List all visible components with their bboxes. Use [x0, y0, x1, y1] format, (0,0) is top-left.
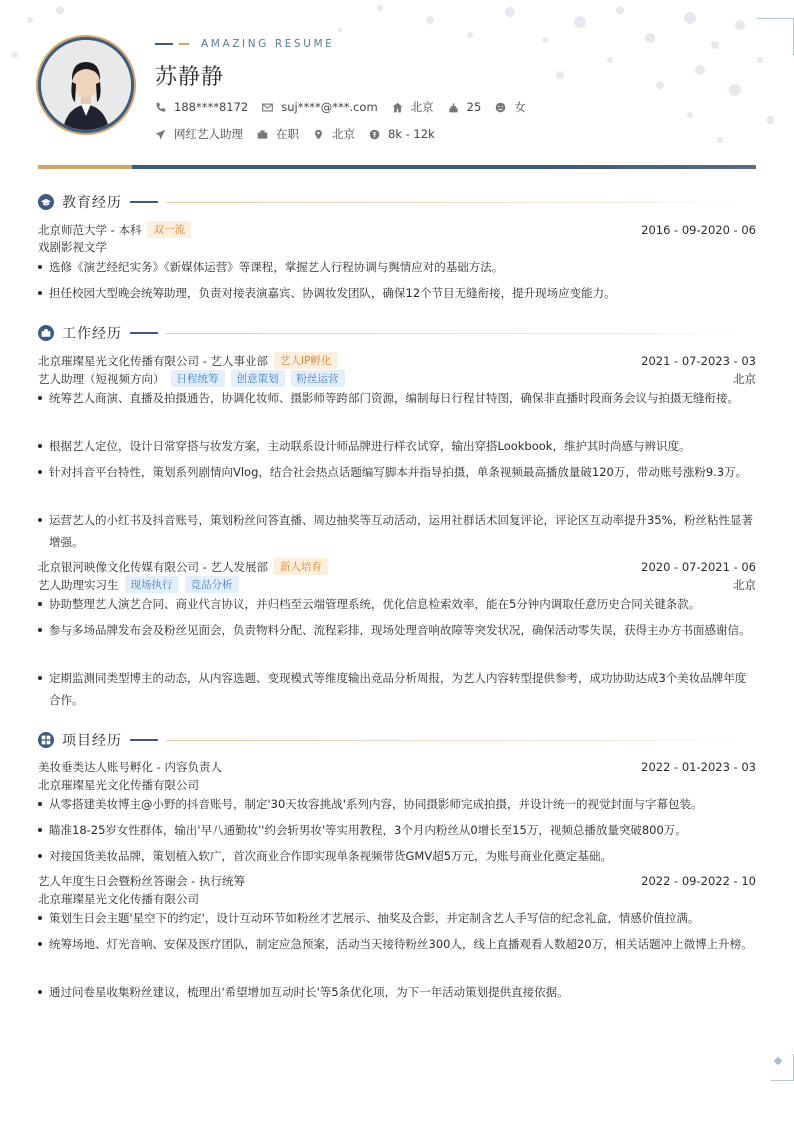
location-pin-icon — [313, 129, 324, 140]
cake-icon — [448, 102, 459, 113]
list-item: 选修《演艺经纪实务》《新媒体运营》等课程，掌握艺人行程协调与舆情应对的基础方法。 — [38, 256, 756, 278]
school-tag: 双一流 — [147, 221, 191, 238]
graduation-cap-icon — [38, 194, 54, 210]
list-item: 从零搭建美妆博主@小野的抖音账号，制定'30天妆容挑战'系列内容，协同摄影师完成拍摄，并设计统一的视觉封面与字幕包装。 — [38, 793, 756, 815]
contact-row — [155, 99, 540, 115]
work-location: 北京 — [733, 371, 756, 386]
skill-tag: 日程统筹 — [171, 370, 225, 387]
face-icon — [495, 102, 506, 113]
job-target-item — [155, 126, 243, 142]
salary-text: 8k - 12k — [388, 127, 435, 141]
mail-icon — [262, 102, 273, 113]
work-date: 2020 - 07-2021 - 06 — [641, 559, 756, 574]
send-icon — [155, 129, 166, 140]
section-title: 项目经历 — [62, 733, 122, 749]
company-name: 北京银河映像文化传媒有限公司 - 艺人发展部 — [38, 559, 268, 574]
project-org: 北京璀璨星光文化传播有限公司 — [38, 778, 199, 792]
project-org-row — [38, 891, 756, 907]
education-major-row — [38, 239, 756, 255]
target-city-item — [313, 126, 355, 142]
avatar — [38, 37, 134, 133]
project-org-row — [38, 777, 756, 793]
list-item: 瞄准18-25岁女性群体，输出'早八通勤妆''约会斩男妆'等实用教程，3个月内粉丝从0增长至15万，视频总播放量突破800万。 — [38, 819, 756, 841]
list-item: 定期监测同类型博主的动态，从内容选题、变现模式等维度输出竞品分析周报，为艺人内容转型提供参考，成功协助达成3个美妆品牌年度合作。 — [38, 667, 756, 711]
eyebrow-line — [155, 43, 173, 45]
target-city-text: 北京 — [332, 127, 355, 141]
section-header-projects — [38, 730, 756, 750]
intent-row — [155, 126, 449, 142]
project-org: 北京璀璨星光文化传播有限公司 — [38, 892, 199, 906]
grid-icon — [38, 732, 54, 748]
age-text: 25 — [466, 100, 482, 114]
status-item — [257, 126, 299, 142]
corner-decoration-top — [757, 18, 794, 55]
list-item: 通过问卷星收集粉丝建议，梳理出'希望增加互动时长'等5条优化项，为下一年活动策划提供直接依据。 — [38, 981, 756, 1003]
list-item: 协助整理艺人演艺合同、商业代言协议，并归档至云端管理系统，优化信息检索效率，能在5分钟内调取任意历史合同关键条款。 — [38, 593, 756, 615]
avatar-photo — [41, 40, 131, 130]
list-item: 根据艺人定位，设计日常穿搭与妆发方案，主动联系设计师品牌进行样衣试穿，输出穿搭Lookbook，维护其时尚感与辨识度。 — [38, 435, 756, 457]
money-icon — [369, 129, 380, 140]
email-text: suj****@***.com — [281, 100, 378, 114]
briefcase-icon — [257, 129, 268, 140]
list-item: 参与多场品牌发布会及粉丝见面会，负责物料分配、流程彩排，现场处理音响故障等突发状况，确保活动零失误，获得主办方书面感谢信。 — [38, 619, 756, 641]
email-item — [262, 100, 377, 114]
list-item: 运营艺人的小红书及抖音账号，策划粉丝问答直播、周边抽奖等互动活动，运用社群话术回复评论，评论区互动率提升35%，粉丝粘性显著增强。 — [38, 509, 756, 553]
list-item: 统筹艺人商演、直播及拍摄通告，协调化妆师、摄影师等跨部门资源，编制每日行程甘特图，确保非直播时段商务会议与拍摄无缝衔接。 — [38, 387, 756, 409]
salary-item — [369, 127, 435, 141]
section-title: 工作经历 — [62, 326, 122, 342]
project-date: 2022 - 01-2023 - 03 — [641, 760, 756, 774]
candidate-name: 苏静静 — [155, 65, 225, 90]
project-title: 美妆垂类达人账号孵化 - 内容负责人 — [38, 760, 222, 774]
list-item: 对接国货美妆品牌，策划植入软广，首次商业合作即实现单条视频带货GMV超5万元，为账号商业化奠定基础。 — [38, 845, 756, 867]
age-item — [448, 100, 482, 114]
list-item: 针对抖音平台特性，策划系列剧情向Vlog，结合社会热点话题编写脚本并指导拍摄，单条视频最高播放量破120万，带动账号涨粉9.3万。 — [38, 461, 756, 483]
eyebrow-accent-line — [179, 43, 189, 45]
home-icon — [392, 102, 403, 113]
skill-tag: 竞品分析 — [185, 576, 239, 593]
project-title: 艺人年度生日会暨粉丝答谢会 - 执行统筹 — [38, 874, 245, 888]
status-text: 在职 — [276, 127, 299, 141]
skill-tag: 现场执行 — [125, 576, 179, 593]
company-name: 北京璀璨星光文化传播有限公司 - 艺人事业部 — [38, 353, 268, 368]
project-heading — [38, 759, 756, 775]
education-major: 戏剧影视文学 — [38, 240, 107, 254]
city-item — [392, 99, 434, 115]
section-title: 教育经历 — [62, 195, 122, 211]
job-role: 艺人助理（短视频方向） — [38, 371, 165, 386]
skill-tag: 粉丝运营 — [291, 370, 345, 387]
list-item: 担任校园大型晚会统筹助理，负责对接表演嘉宾、协调妆发团队，确保12个节目无缝衔接，提升现场应变能力。 — [38, 282, 756, 304]
work-heading — [38, 558, 756, 575]
phone-icon — [155, 102, 166, 113]
header-divider — [38, 165, 756, 169]
phone-text: 188****8172 — [174, 100, 249, 114]
work-role-row — [38, 576, 756, 593]
work-heading — [38, 352, 756, 369]
section-header-work — [38, 323, 756, 343]
job-target-text: 网红艺人助理 — [174, 127, 243, 141]
education-heading — [38, 221, 756, 238]
briefcase-section-icon — [38, 325, 54, 341]
project-date: 2022 - 09-2022 - 10 — [641, 874, 756, 888]
education-date: 2016 - 09-2020 - 06 — [641, 222, 756, 237]
company-tag: 艺人IP孵化 — [274, 352, 337, 369]
phone-item — [155, 100, 248, 114]
company-tag: 新人培育 — [274, 558, 328, 575]
list-item: 策划生日会主题'星空下的约定'，设计互动环节如粉丝才艺展示、抽奖及合影，并定制含艺人手写信的纪念礼盒，情感价值拉满。 — [38, 907, 756, 929]
work-location: 北京 — [733, 577, 756, 592]
corner-decoration-bottom — [771, 1054, 794, 1081]
school-name: 北京师范大学 - 本科 — [38, 222, 142, 237]
work-date: 2021 - 07-2023 - 03 — [641, 353, 756, 368]
job-role: 艺人助理实习生 — [38, 577, 119, 592]
section-header-education — [38, 192, 756, 212]
work-role-row — [38, 370, 756, 387]
eyebrow-text: AMAZING RESUME — [201, 38, 335, 50]
list-item: 统筹场地、灯光音响、安保及医疗团队，制定应急预案，活动当天接待粉丝300人，线上直播观看人数超20万，相关话题冲上微博上升榜。 — [38, 933, 756, 955]
project-heading — [38, 873, 756, 889]
gender-item — [495, 99, 526, 115]
gender-text: 女 — [514, 100, 526, 114]
skill-tag: 创意策划 — [231, 370, 285, 387]
header-eyebrow — [155, 38, 334, 50]
city-text: 北京 — [410, 100, 434, 114]
